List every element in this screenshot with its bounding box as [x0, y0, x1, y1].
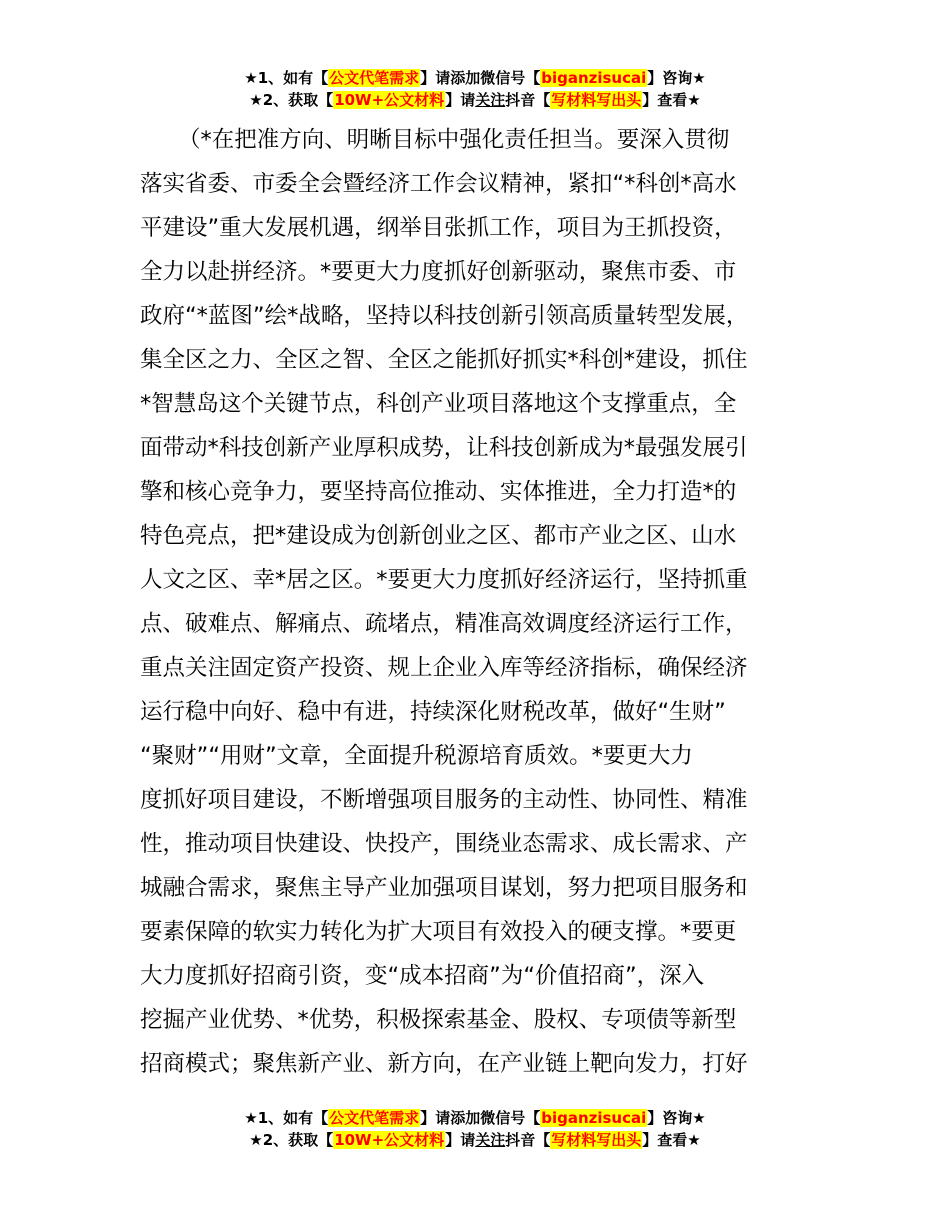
footer-banner — [0, 1107, 950, 1151]
paragraph-line: 性，推动项目快建设、快投产，围绕业态需求、成长需求、产 — [140, 831, 748, 857]
paragraph-line: 落实省委、市委全会暨经济工作会议精神，紧扣“*科创*高水 — [140, 171, 737, 197]
banner-line-1-mid: 】请添加微信号【 — [420, 69, 541, 87]
paragraph-line: 集全区之力、全区之智、全区之能抓好抓实*科创*建设，抓住 — [140, 347, 748, 373]
footer-line-2-suffix: 】查看★ — [642, 1131, 701, 1149]
footer-line-2 — [0, 1129, 950, 1151]
footer-line-2-prefix: ★2、获取【 — [249, 1131, 334, 1149]
footer-highlight-douyin: 写材料写出头 — [551, 1131, 642, 1149]
paragraph-line: 挖掘产业优势、*优势，积极探索基金、股权、专项债等新型 — [140, 1007, 737, 1033]
paragraph-line: 平建设”重大发展机遇，纲举目张抓工作，项目为王抓投资， — [140, 215, 737, 241]
paragraph-line: 特色亮点，把*建设成为创新创业之区、都市产业之区、山水 — [140, 523, 737, 549]
footer-line-1 — [0, 1107, 950, 1129]
banner-line-2-mid-b: 抖音【 — [505, 91, 551, 109]
footer-line-1-prefix: ★1、如有【 — [244, 1109, 329, 1127]
document-paragraph — [140, 118, 830, 1086]
paragraph-line: 要素保障的软实力转化为扩大项目有效投入的硬支撑。*要更 — [140, 919, 737, 945]
banner-line-1-suffix: 】咨询★ — [647, 69, 706, 87]
banner-highlight-douyin: 写材料写出头 — [551, 91, 642, 109]
footer-line-1-mid: 】请添加微信号【 — [420, 1109, 541, 1127]
paragraph-line: 政府“*蓝图”绘*战略，坚持以科技创新引领高质量转型发展， — [140, 303, 749, 329]
footer-line-1-suffix: 】咨询★ — [647, 1109, 706, 1127]
paragraph-line: 擎和核心竞争力，要坚持高位推动、实体推进，全力打造*的 — [140, 479, 737, 505]
footer-line-2-mid-a: 】请 — [445, 1131, 476, 1149]
paragraph-line: 重点关注固定资产投资、规上企业入库等经济指标，确保经济 — [140, 655, 748, 681]
paragraph-line: （*在把准方向、明晰目标中强化责任担当。要深入贯彻 — [178, 127, 730, 153]
paragraph-line: 人文之区、幸*居之区。*要更大力度抓好经济运行，坚持抓重 — [140, 567, 748, 593]
paragraph-line: 运行稳中向好、稳中有进，持续深化财税改革，做好“生财” — [140, 699, 726, 725]
footer-highlight-materials: 10W+公文材料 — [334, 1131, 445, 1149]
paragraph-line: 城融合需求，聚焦主导产业加强项目谋划，努力把项目服务和 — [140, 875, 748, 901]
banner-highlight-wechat: biganzisucai — [541, 69, 647, 87]
banner-highlight-materials: 10W+公文材料 — [334, 91, 445, 109]
banner-highlight-service: 公文代笔需求 — [329, 69, 420, 87]
paragraph-line: 面带动*科技创新产业厚积成势，让科技创新成为*最强发展引 — [140, 435, 748, 461]
paragraph-line: 全力以赴拼经济。*要更大力度抓好创新驱动，聚焦市委、市 — [140, 259, 737, 285]
footer-highlight-wechat: biganzisucai — [541, 1109, 647, 1127]
banner-line-2 — [0, 89, 950, 111]
footer-line-2-follow: 关注 — [475, 1131, 506, 1149]
banner-line-2-prefix: ★2、获取【 — [249, 91, 334, 109]
banner-line-2-follow: 关注 — [475, 91, 506, 109]
footer-line-2-mid-b: 抖音【 — [505, 1131, 551, 1149]
paragraph-line: 大力度抓好招商引资，变“成本招商”为“价值招商”，深入 — [140, 963, 705, 989]
header-banner — [0, 67, 950, 111]
banner-line-1-prefix: ★1、如有【 — [244, 69, 329, 87]
paragraph-line: 招商模式；聚焦新产业、新方向，在产业链上靶向发力，打好 — [140, 1051, 748, 1077]
paragraph-line: 度抓好项目建设，不断增强项目服务的主动性、协同性、精准 — [140, 787, 748, 813]
banner-line-2-suffix: 】查看★ — [642, 91, 701, 109]
paragraph-line: 点、破难点、解痛点、疏堵点，精准高效调度经济运行工作， — [140, 611, 748, 637]
banner-line-1 — [0, 67, 950, 89]
paragraph-line: “聚财”“用财”文章，全面提升税源培育质效。*要更大力 — [140, 743, 693, 769]
footer-highlight-service: 公文代笔需求 — [329, 1109, 420, 1127]
banner-line-2-mid-a: 】请 — [445, 91, 476, 109]
paragraph-line: *智慧岛这个关键节点，科创产业项目落地这个支撑重点，全 — [140, 391, 737, 417]
